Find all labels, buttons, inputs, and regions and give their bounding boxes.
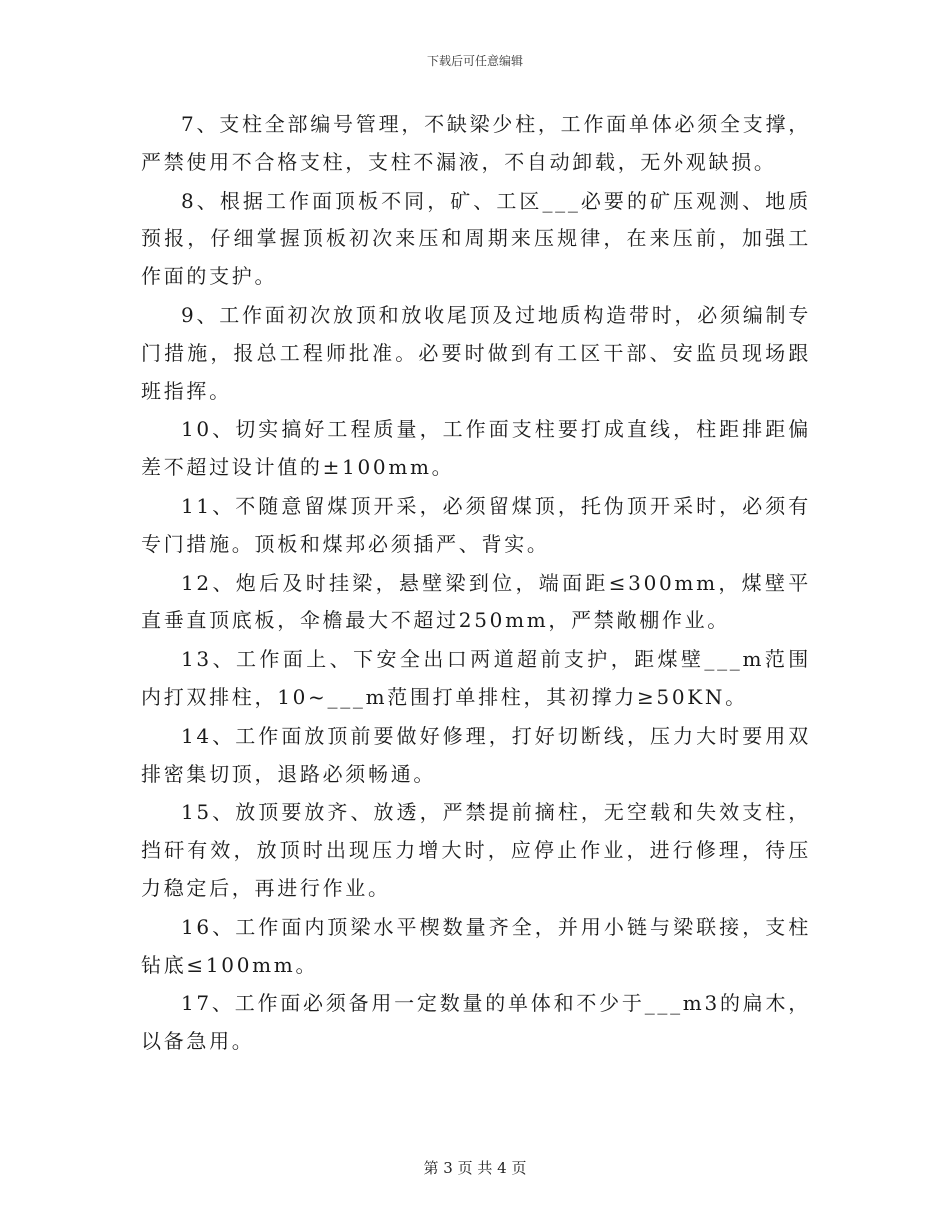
paragraph-item-12: 12、炮后及时挂梁，悬壁梁到位，端面距≤300mm，煤壁平直垂直顶底板，伞檐最大不超过250mm，严禁敞棚作业。	[141, 570, 811, 633]
page-number: 第 3 页 共 4 页	[423, 1159, 527, 1177]
paragraph-item-9: 9、工作面初次放顶和放收尾顶及过地质构造带时，必须编制专门措施，报总工程师批准。必要时做到有工区干部、安监员现场跟班指挥。	[141, 302, 811, 403]
paragraph-item-17: 17、工作面必须备用一定数量的单体和不少于___m3的扁木，以备急用。	[141, 991, 811, 1054]
paragraph-item-15: 15、放顶要放齐、放透，严禁提前摘柱，无空载和失效支柱，挡矸有效，放顶时出现压力增大时，应停止作业，进行修理，待压力稳定后，再进行作业。	[141, 800, 811, 900]
paragraph-item-7: 7、支柱全部编号管理，不缺梁少柱，工作面单体必须全支撑，严禁使用不合格支柱，支柱不漏液，不自动卸载，无外观缺损。	[141, 112, 811, 174]
paragraph-item-10: 10、切实搞好工程质量，工作面支柱要打成直线，柱距排距偏差不超过设计值的±100mm。	[141, 417, 811, 480]
paragraph-item-11: 11、不随意留煤顶开采，必须留煤顶，托伪顶开采时，必须有专门措施。顶板和煤邦必须插严、背实。	[141, 493, 811, 556]
paragraph-item-8: 8、根据工作面顶板不同，矿、工区___必要的矿压观测、地质预报，仔细掌握顶板初次来压和周期来压规律，在来压前，加强工作面的支护。	[141, 188, 811, 289]
paragraph-item-14: 14、工作面放顶前要做好修理，打好切断线，压力大时要用双排密集切顶，退路必须畅通。	[141, 723, 811, 786]
paragraph-item-13: 13、工作面上、下安全出口两道超前支护，距煤壁___m范围内打双排柱，10~___m范围打单排柱，其初撑力≥50KN。	[141, 647, 811, 709]
document-body	[141, 106, 811, 1062]
paragraph-item-16: 16、工作面内顶梁水平楔数量齐全，并用小链与梁联接，支柱钻底≤100mm。	[141, 914, 811, 977]
page-header: 下载后可任意编辑	[426, 54, 523, 68]
